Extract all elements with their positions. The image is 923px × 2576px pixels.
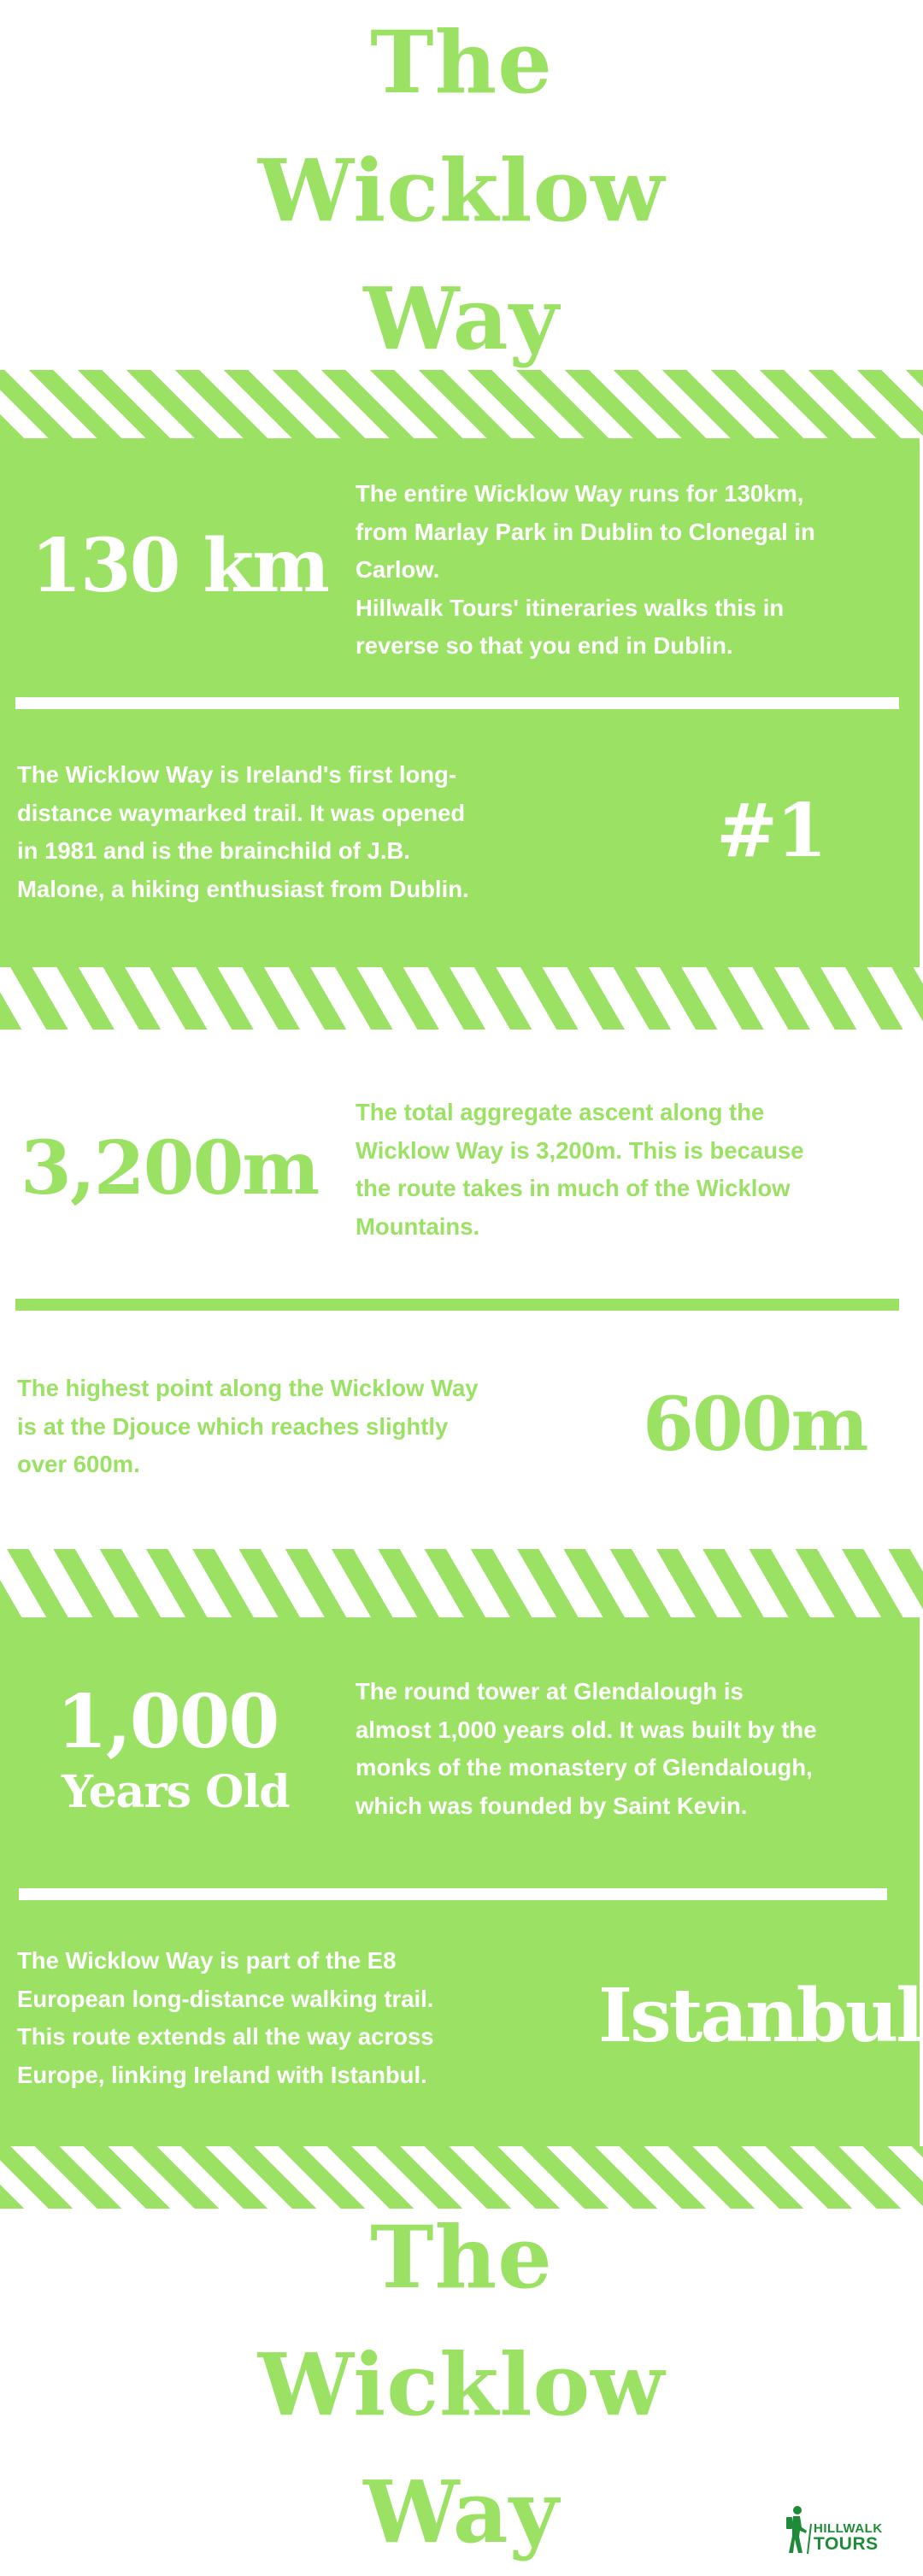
footer-title-line-1: The (370, 2207, 553, 2308)
text-line: The entire Wicklow Way runs for 130km, (356, 480, 804, 507)
text-line: Wicklow Way is 3,200m. This is because (356, 1136, 804, 1164)
text-line: reverse so that you end in Dublin. (356, 632, 733, 659)
text-line: Malone, a hiking enthusiast from Dublin. (17, 875, 469, 902)
fact-130km-text (356, 475, 902, 666)
white-divider-2 (19, 1888, 887, 1900)
text-line: is at the Djouce which reaches slightly (17, 1412, 449, 1440)
stripe-band-divider (0, 967, 923, 1030)
text-line: The highest point along the Wicklow Way (17, 1375, 479, 1401)
logo-line-1: HILLWALK (814, 2521, 883, 2536)
text-line: from Marlay Park in Dublin to Clonegal in (356, 518, 815, 545)
fact-round-tower-text (356, 1673, 911, 1825)
fact-highest-point-text (17, 1370, 581, 1484)
header-title-line-3: Way (363, 268, 560, 369)
text-line: Hillwalk Tours' itineraries walks this in (356, 594, 785, 621)
text-line: Mountains. (356, 1212, 480, 1240)
text-line: in 1981 and is the brainchild of J.B. (17, 837, 410, 864)
text-line: monks of the monastery of Glendalough, (356, 1754, 813, 1781)
footer-title-line-3: Way (363, 2462, 560, 2562)
stat-3200m: 3,200m (21, 1125, 319, 1212)
header-title-line-2: Wicklow (257, 140, 666, 241)
stat-number-one: #1 (716, 788, 826, 874)
fact-first-trail-text (17, 756, 564, 908)
text-line: The round tower at Glendalough is (356, 1678, 744, 1705)
stat-1000: 1,000 (56, 1679, 279, 1765)
text-line: which was founded by Saint Kevin. (356, 1792, 748, 1819)
text-line: over 600m. (17, 1451, 140, 1477)
text-line: Carlow. (356, 556, 440, 583)
text-line: Europe, linking Ireland with Istanbul. (17, 2061, 427, 2088)
header-title-line-1: The (370, 12, 553, 113)
fact-e8-text (17, 1942, 564, 2094)
text-line: European long-distance walking trail. (17, 1985, 434, 2012)
fact-ascent-text (356, 1094, 902, 1246)
hiker-icon (783, 2505, 814, 2555)
text-line: the route takes in much of the Wicklow (356, 1175, 791, 1201)
white-divider-1 (15, 697, 899, 709)
stat-istanbul: Istanbul (598, 1973, 921, 2059)
stat-years-old: Years Old (62, 1766, 290, 1818)
text-line: distance waymarked trail. It was opened (17, 799, 466, 826)
text-line: The total aggregate ascent along the (356, 1099, 765, 1125)
text-line: This route extends all the way across (17, 2023, 434, 2050)
stripe-band-divider (0, 1549, 923, 1617)
stat-130km: 130 km (31, 523, 329, 609)
stripe-band-divider (0, 370, 923, 438)
text-line: almost 1,000 years old. It was built by the (356, 1716, 817, 1743)
text-line: The Wicklow Way is Ireland's first long- (17, 761, 457, 788)
stat-600m: 600m (643, 1382, 867, 1468)
hillwalk-tours-logo[interactable] (783, 2503, 897, 2555)
logo-line-2: TOURS (814, 2534, 879, 2554)
green-divider (15, 1299, 899, 1311)
text-line: The Wicklow Way is part of the E8 (17, 1947, 397, 1974)
footer-title-line-2: Wicklow (257, 2334, 666, 2435)
